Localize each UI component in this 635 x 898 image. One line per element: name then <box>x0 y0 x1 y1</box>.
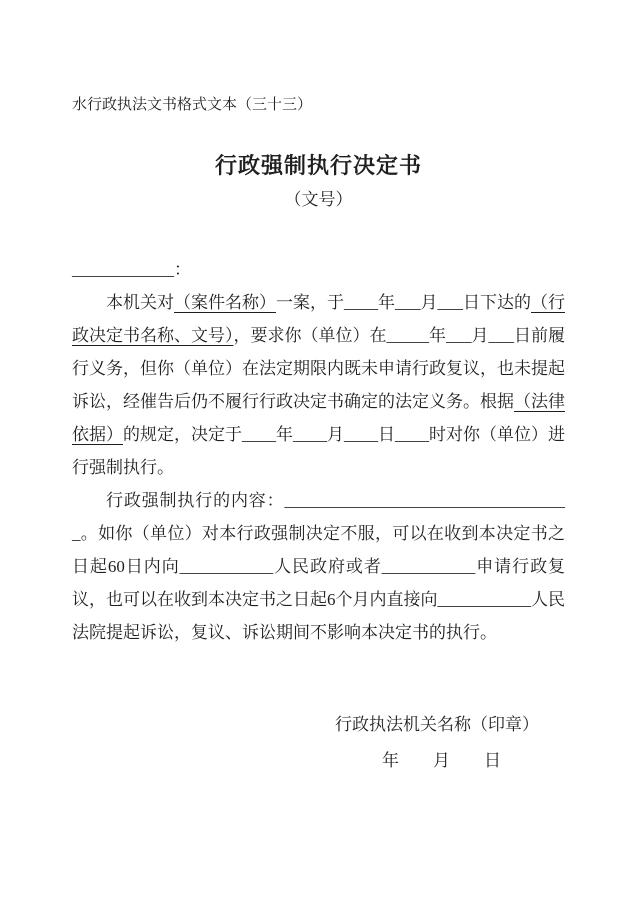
text-segment: 本机关对 <box>106 293 174 312</box>
document-body <box>72 253 565 649</box>
agency-signature-line: 行政执法机关名称（印章） <box>335 715 539 734</box>
year-blank: _____ <box>386 326 429 345</box>
year-blank: ____ <box>242 425 276 444</box>
text-segment: 日 <box>378 425 395 444</box>
text-segment: 人民政府或者 <box>273 557 382 576</box>
enforcement-content-blank: __________________________________ <box>72 491 565 543</box>
day-blank: ___ <box>437 293 463 312</box>
body-paragraph-2 <box>72 484 565 649</box>
text-segment: 年 <box>276 425 293 444</box>
text-segment: 月 <box>420 293 438 312</box>
recipient-blank-line: ____________： <box>72 260 191 279</box>
day-blank: ____ <box>344 425 378 444</box>
year-blank: ____ <box>344 293 378 312</box>
text-segment: 月 <box>327 425 344 444</box>
body-paragraph-1 <box>72 286 565 484</box>
text-segment: 申请行政复议，也可以在收到本决定书之日起6个月内直接向 <box>72 557 566 609</box>
document-format-label: 水行政执法文书格式文本（三十三） <box>72 97 313 113</box>
government-name-blank: ___________ <box>179 557 274 576</box>
agency-name-blank: ___________ <box>381 557 476 576</box>
document-title: 行政强制执行决定书 <box>214 153 422 178</box>
date-line: 年 月 日 <box>382 751 501 770</box>
text-segment: 行政强制执行的内容： <box>106 491 285 510</box>
month-blank: ____ <box>293 425 327 444</box>
document-number-placeholder: （文号） <box>284 190 353 209</box>
case-name-blank: （案件名称） <box>174 293 276 312</box>
decision-doc-name-blank: （行政决定书名称、文号） <box>72 293 565 345</box>
text-segment: ，要求你（单位）在 <box>233 326 387 345</box>
document-content <box>72 0 565 779</box>
text-segment: 年 <box>378 293 395 312</box>
text-segment: 月 <box>471 326 489 345</box>
legal-basis-blank: （法律依据） <box>72 392 565 444</box>
signature-block <box>72 707 565 779</box>
text-segment: 人民法院提起诉讼，复议、诉讼期间不影响本决定书的执行。 <box>72 590 565 642</box>
text-segment: 一案，于 <box>276 293 344 312</box>
hour-blank: ____ <box>395 425 429 444</box>
month-blank: ___ <box>446 326 472 345</box>
text-segment: 年 <box>429 326 446 345</box>
month-blank: ___ <box>395 293 421 312</box>
day-blank: ___ <box>488 326 514 345</box>
text-segment: 的规定，决定于 <box>123 425 242 444</box>
text-segment: 时对你（单位）进行强制执行。 <box>72 425 565 477</box>
court-name-blank: ___________ <box>437 590 531 609</box>
text-segment: 。如你（单位）对本行政强制决定不服，可以在收到本决定书之日起60日内向 <box>72 524 565 576</box>
text-segment: 日下达的 <box>463 293 531 312</box>
text-segment: 日前履行义务，但你（单位）在法定期限内既未申请行政复议，也未提起诉讼，经催告后仍不履行行政决定书确定的法定义务。根据 <box>72 326 565 411</box>
